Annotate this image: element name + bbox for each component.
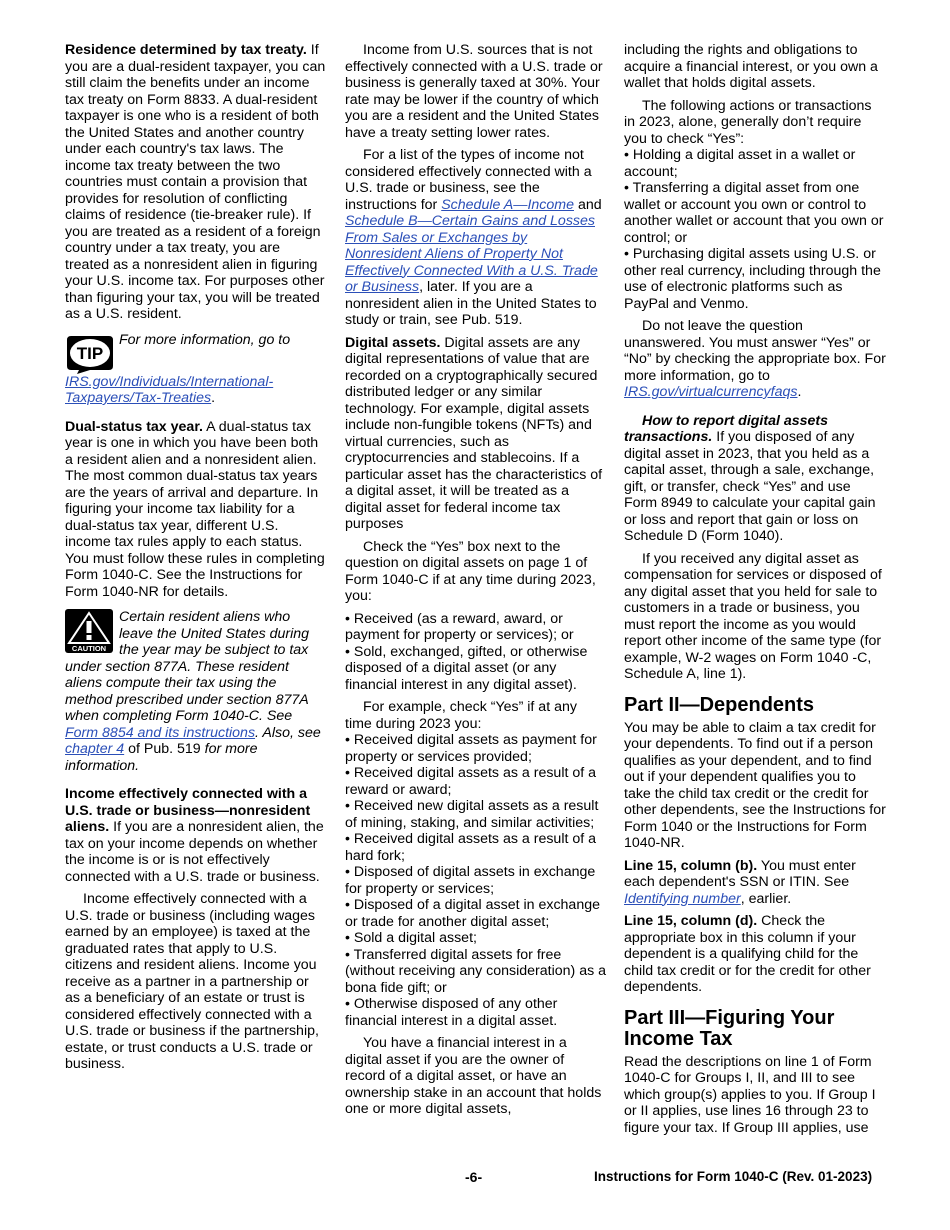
list-item: • Received (as a reward, award, or payment for property or services); or	[345, 610, 574, 643]
residence-heading: Residence determined by tax treaty.	[65, 42, 307, 58]
tip-label: TIP	[76, 343, 104, 363]
part-2-paragraph: You may be able to claim a tax credit for your dependents. To find out if a person qualifies as your dependent, and to find out if your dependent qualifies you to take the child tax credit or the credit for other dependents, see the Instructions for Form 1040 or the Instructions for Form 1040-NR.	[624, 719, 886, 851]
list-item-text: Received digital assets as a result of a reward or award;	[345, 765, 597, 798]
how-to-report-text: If you disposed of any digital asset in 2023, that you held as a capital asset, through a sale, exchange, gift, or transfer, check “Yes” and use Form 8949 to calculate your capital gain or loss and report that gain or loss on Schedule D (Form 1040).	[624, 429, 876, 544]
do-not-leave-text: Do not leave the question unanswered. You must answer “Yes” or “No” by checking the appropriate box. For more information, go to	[624, 318, 886, 384]
bullet-list-3	[624, 147, 886, 312]
line15b-end: , earlier.	[740, 890, 792, 907]
list-item-text: Holding a digital asset in a wallet or account;	[624, 147, 856, 180]
part-2-heading: Part II—Dependents	[624, 693, 815, 716]
list-item-text: Purchasing digital assets using U.S. or other real currency, including through the use of electronic platforms such as PayPal and Venmo.	[624, 246, 881, 312]
following-paragraph: The following actions or transactions in 2023, alone, generally don’t require you to check “Yes”:	[624, 97, 872, 147]
tip-text: For more information, go to	[119, 331, 291, 348]
tip-icon	[65, 332, 115, 374]
us-source-income-paragraph: Income from U.S. sources that is not effectively connected with a U.S. trade or business is generally taxed at 30%. Your rate may be lower if the country of which you are a resident and the United States have a treaty setting lower rates.	[345, 42, 603, 141]
list-item-text: Sold, exchanged, gifted, or otherwise disposed of a digital asset (or any financial interest in any digital asset).	[345, 643, 588, 693]
column-middle	[345, 42, 607, 1124]
income-types-end: , later. If you are a nonresident alien in the United States to study or train, see Pub. 519.	[345, 279, 597, 328]
how-to-report-paragraph	[624, 413, 886, 545]
dual-status-heading: Dual-status tax year.	[65, 418, 203, 435]
income-types-and: and	[577, 196, 602, 213]
line15d-text: Check the appropriate box in this column if your dependent is a qualifying child for the child tax credit or for the credit for other dependents.	[624, 913, 871, 995]
dual-status-paragraph	[65, 419, 327, 601]
list-item-text: Transferring a digital asset from one wallet or account you own or control to another wallet or account that you own or control; or	[624, 180, 884, 246]
caution-note	[65, 609, 327, 774]
list-item: • Purchasing digital assets using U.S. or other real currency, including through the use of electronic platforms such as PayPal and Venmo.	[624, 246, 881, 312]
bullet-list-1	[345, 611, 607, 694]
list-item: • Otherwise disposed of any other financial interest in a digital asset.	[345, 996, 558, 1029]
list-item: • Received digital assets as a result of a reward or award;	[345, 765, 597, 798]
identifying-number-link[interactable]: Identifying number	[624, 890, 741, 907]
schedule-a-link[interactable]: Schedule A—Income	[441, 196, 574, 213]
dual-status-text: A dual-status tax year is one in which you have been both a resident alien and a nonresident alien. The most common dual-status tax years are the years of arrival and departure. In figuring your income tax liability for a dual-status tax year, different U.S. income tax rules apply to each status. You must follow these rules in completing Form 1040-C. See the Instructions for Form 1040-NR for details.	[65, 418, 325, 600]
do-not-leave-end: .	[797, 384, 802, 400]
bullet-list-2	[345, 732, 607, 1029]
part-3-paragraph: Read the descriptions on line 1 of Form 1040-C for Groups I, II, and III to see which group(s) applies to you. If Group I or II applies, use lines 16 through 23 to figure your tax. If Group III applies, use	[624, 1053, 876, 1136]
list-item-text: Disposed of a digital asset in exchange or trade for another digital asset;	[345, 897, 600, 930]
list-item-text: Received digital assets as payment for property or services provided;	[345, 732, 597, 765]
example-paragraph: For example, check “Yes” if at any time during 2023 you:	[345, 699, 577, 732]
tip-note	[65, 332, 327, 407]
tip-link[interactable]: IRS.gov/Individuals/International-Taxpayers/Tax-Treaties	[65, 373, 274, 406]
caution-link-form8854[interactable]: Form 8854 and its instructions	[65, 724, 256, 741]
caution-end: for more information.	[65, 741, 258, 774]
ieci-text: If you are a nonresident alien, the tax on your income depends on whether the income is or is not effectively connected with a U.S. trade or business.	[65, 819, 324, 885]
digital-assets-paragraph	[345, 335, 607, 533]
list-item: • Sold a digital asset;	[345, 930, 477, 946]
caution-label: CAUTION	[71, 644, 107, 653]
financial-interest-paragraph: You have a financial interest in a digital asset if you are the owner of record of a digital asset, or have an ownership stake in an account that holds one or more digital assets,	[345, 1035, 602, 1117]
residence-text: If you are a dual-resident taxpayer, you can still claim the benefits under an income tax treaty on Form 8833. A dual-resident taxpayer is one who is a resident of both the United States and another country under each country's tax laws. The income tax treaty between the two countries must contain a provision that provides for resolution of conflicting claims of residence (tie-breaker rule). If you are treated as a resident of a foreign country under a tax treaty, you are treated as a nonresident alien in figuring your U.S. income tax. For purposes other than figuring your tax, you will be treated as a U.S. resident.	[65, 42, 326, 322]
do-not-leave-paragraph	[624, 318, 886, 401]
list-item: • Received digital assets as payment for property or services provided;	[345, 732, 597, 765]
list-item-text: Received (as a reward, award, or payment for property or services); or	[345, 610, 574, 643]
caution-text: Certain resident aliens who leave the United States during the year may be subject to tax under section 877A. These resident aliens compute their tax using the method prescribed under section 877A when completing Form 1040-C. See	[65, 609, 310, 724]
list-item-text: Disposed of digital assets in exchange for property or services;	[345, 864, 596, 897]
list-item: • Sold, exchanged, gifted, or otherwise disposed of a digital asset (or any financial interest in any digital asset).	[345, 643, 588, 693]
column-left	[65, 42, 327, 1079]
list-item: • Holding a digital asset in a wallet or account;	[624, 147, 856, 180]
list-item: • Transferred digital assets for free (without receiving any consideration) as a bona fide gift; or	[345, 946, 607, 996]
footer-form-title: Instructions for Form 1040-C (Rev. 01-2023)	[594, 1169, 873, 1184]
caution-link-chapter4[interactable]: chapter 4	[65, 741, 125, 757]
schedule-b-link[interactable]: Schedule B—Certain Gains and Losses From Sales or Exchanges by Nonresident Aliens of Property Not Effectively Connected With a U.S. Trade or Business	[345, 213, 598, 295]
list-item-text: Transferred digital assets for free (without receiving any consideration) as a bona fide gift; or	[345, 946, 607, 996]
caution-mid2: of Pub. 519	[128, 741, 201, 757]
ieci-paragraph-2: Income effectively connected with a U.S. trade or business (including wages earned by an employee) is taxed at the graduated rates that apply to U.S. citizens and resident aliens. Income you receive as a partner in a partnership or as a beneficiary of an estate or trust is considered effectively connected with a U.S. trade or business if the partnership, estate, or trust conducts a U.S. trade or business.	[65, 891, 319, 1072]
continued-paragraph: including the rights and obligations to acquire a financial interest, or you own a wallet that holds digital assets.	[624, 42, 878, 91]
page-number: -6-	[465, 1169, 483, 1185]
line15b-text: You must enter each dependent's SSN or ITIN. See	[624, 857, 856, 890]
list-item-text: Received new digital assets as a result of mining, staking, and similar activities;	[345, 798, 599, 831]
list-item: • Received new digital assets as a result of mining, staking, and similar activities;	[345, 798, 599, 831]
list-item: • Disposed of a digital asset in exchange or trade for another digital asset;	[345, 897, 600, 930]
residence-paragraph	[65, 42, 327, 323]
digital-assets-heading: Digital assets.	[345, 334, 441, 351]
list-item: • Received digital assets as a result of a hard fork;	[345, 831, 597, 864]
part-3-heading: Part III—Figuring Your Income Tax	[624, 1006, 835, 1050]
list-item-text: Sold a digital asset;	[353, 930, 477, 946]
income-types-text: For a list of the types of income not considered effectively connected with a U.S. trade or business, see the instructions for	[345, 147, 592, 213]
caution-icon	[65, 609, 115, 653]
list-item: • Disposed of digital assets in exchange for property or services;	[345, 864, 596, 897]
column-right	[624, 42, 886, 1142]
check-yes-paragraph: Check the “Yes” box next to the question on digital assets on page 1 of Form 1040-C if at any time during 2023, you:	[345, 538, 596, 604]
compensation-paragraph: If you received any digital asset as compensation for services or disposed of any digital asset that you held for sale to customers in a trade or business, you must report the income as you would report other income of the same type (for example, W-2 wages on Form 1040 -C, Schedule A, line 1).	[624, 550, 882, 682]
list-item: • Transferring a digital asset from one wallet or account you own or control to another wallet or account that you own or control; or	[624, 180, 884, 246]
digital-assets-text: Digital assets are any digital representations of value that are recorded on a cryptographically secured distributed ledger or any similar technology. For example, digital assets include non-fungible tokens (NFTs) and virtual currencies, such as cryptocurrencies and stablecoins. If a particular asset has the characteristics of a digital asset, it will be treated as a digital asset for federal income tax purposes	[345, 334, 603, 532]
caution-mid1: . Also, see	[255, 724, 321, 741]
line15b-paragraph	[624, 858, 886, 908]
line15d-heading: Line 15, column (d).	[624, 913, 758, 929]
list-item-text: Received digital assets as a result of a hard fork;	[345, 831, 597, 864]
list-item-text: Otherwise disposed of any other financial interest in a digital asset.	[345, 996, 558, 1029]
line15d-paragraph	[624, 913, 886, 996]
tip-end: .	[211, 390, 216, 406]
income-types-paragraph	[345, 147, 607, 329]
how-to-report-heading: How to report digital assets transactions.	[624, 412, 829, 445]
virtualcurrency-faq-link[interactable]: IRS.gov/virtualcurrencyfaqs	[624, 384, 798, 400]
ieci-paragraph	[65, 786, 327, 885]
line15b-heading: Line 15, column (b).	[624, 857, 758, 874]
ieci-heading: Income effectively connected with a U.S. trade or business—nonresident aliens.	[65, 786, 311, 835]
